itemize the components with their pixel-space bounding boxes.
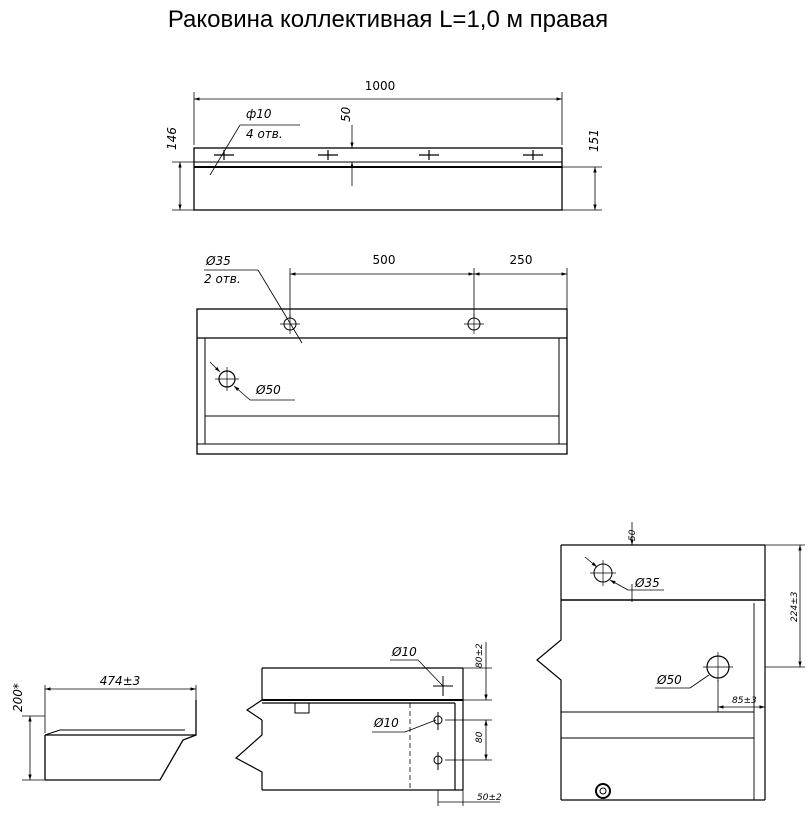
hole-mark [523,150,543,160]
dim-edge-label: 250 [509,253,533,267]
dim-outlet-dia: Ø50 [256,383,281,397]
detail-a [236,642,502,806]
top-view [197,253,567,454]
front-view-outline [194,148,562,210]
hole-mark [434,752,442,770]
dim-top-label: 80±2 [475,643,485,668]
dim-b-drain: Ø35 [635,576,660,590]
dimension-height [22,716,45,780]
hole-mark [318,150,338,160]
dimension-depth [45,685,196,733]
hole-mark [434,712,442,730]
detail-b [537,522,805,800]
dim-height-left-label: 146 [165,127,179,150]
detail-b-fitting [596,784,610,798]
dim-height-right-label: 151 [587,129,601,152]
dim-height-label: 200* [11,683,25,712]
dim-holes-count: 4 отв. [246,127,283,141]
drain-holes [280,314,484,334]
dim-bottom-label: 50±2 [477,793,502,803]
drawing-title: Раковина коллективная L=1,0 м правая [167,6,609,33]
detail-a-dims [438,642,500,806]
outlet-hole [210,362,295,400]
dim-spacing-label: 500 [372,253,396,267]
detail-a-outline [236,668,463,790]
dim-b-offset: 50 [628,529,638,541]
dimension-height-right [562,167,602,210]
top-view-outline [197,309,567,454]
dimension-spacing [290,268,567,318]
hole-mark [419,150,439,160]
dimension-height-left [172,162,194,210]
mounting-holes [214,150,543,160]
detail-a-holes [433,676,453,770]
dim-drain-dia: Ø35 [206,254,231,268]
dim-b-edge: 85±3 [732,696,757,706]
side-view [11,674,196,780]
dim-hole-bottom: Ø10 [374,716,399,730]
dim-b-height: 224±3 [790,591,800,622]
dim-hole-offset-label: 50 [339,106,353,122]
dim-b-outlet: Ø50 [657,673,682,687]
front-view [165,79,602,210]
dim-holes-dia: ф10 [246,107,272,121]
side-view-outline [45,700,196,780]
dim-hole-top: Ø10 [392,645,417,659]
dim-depth-label: 474±3 [99,674,141,688]
dim-drain-count: 2 отв. [204,272,241,286]
dim-mid-label: 80 [475,731,485,743]
dim-length-label: 1000 [364,79,396,93]
